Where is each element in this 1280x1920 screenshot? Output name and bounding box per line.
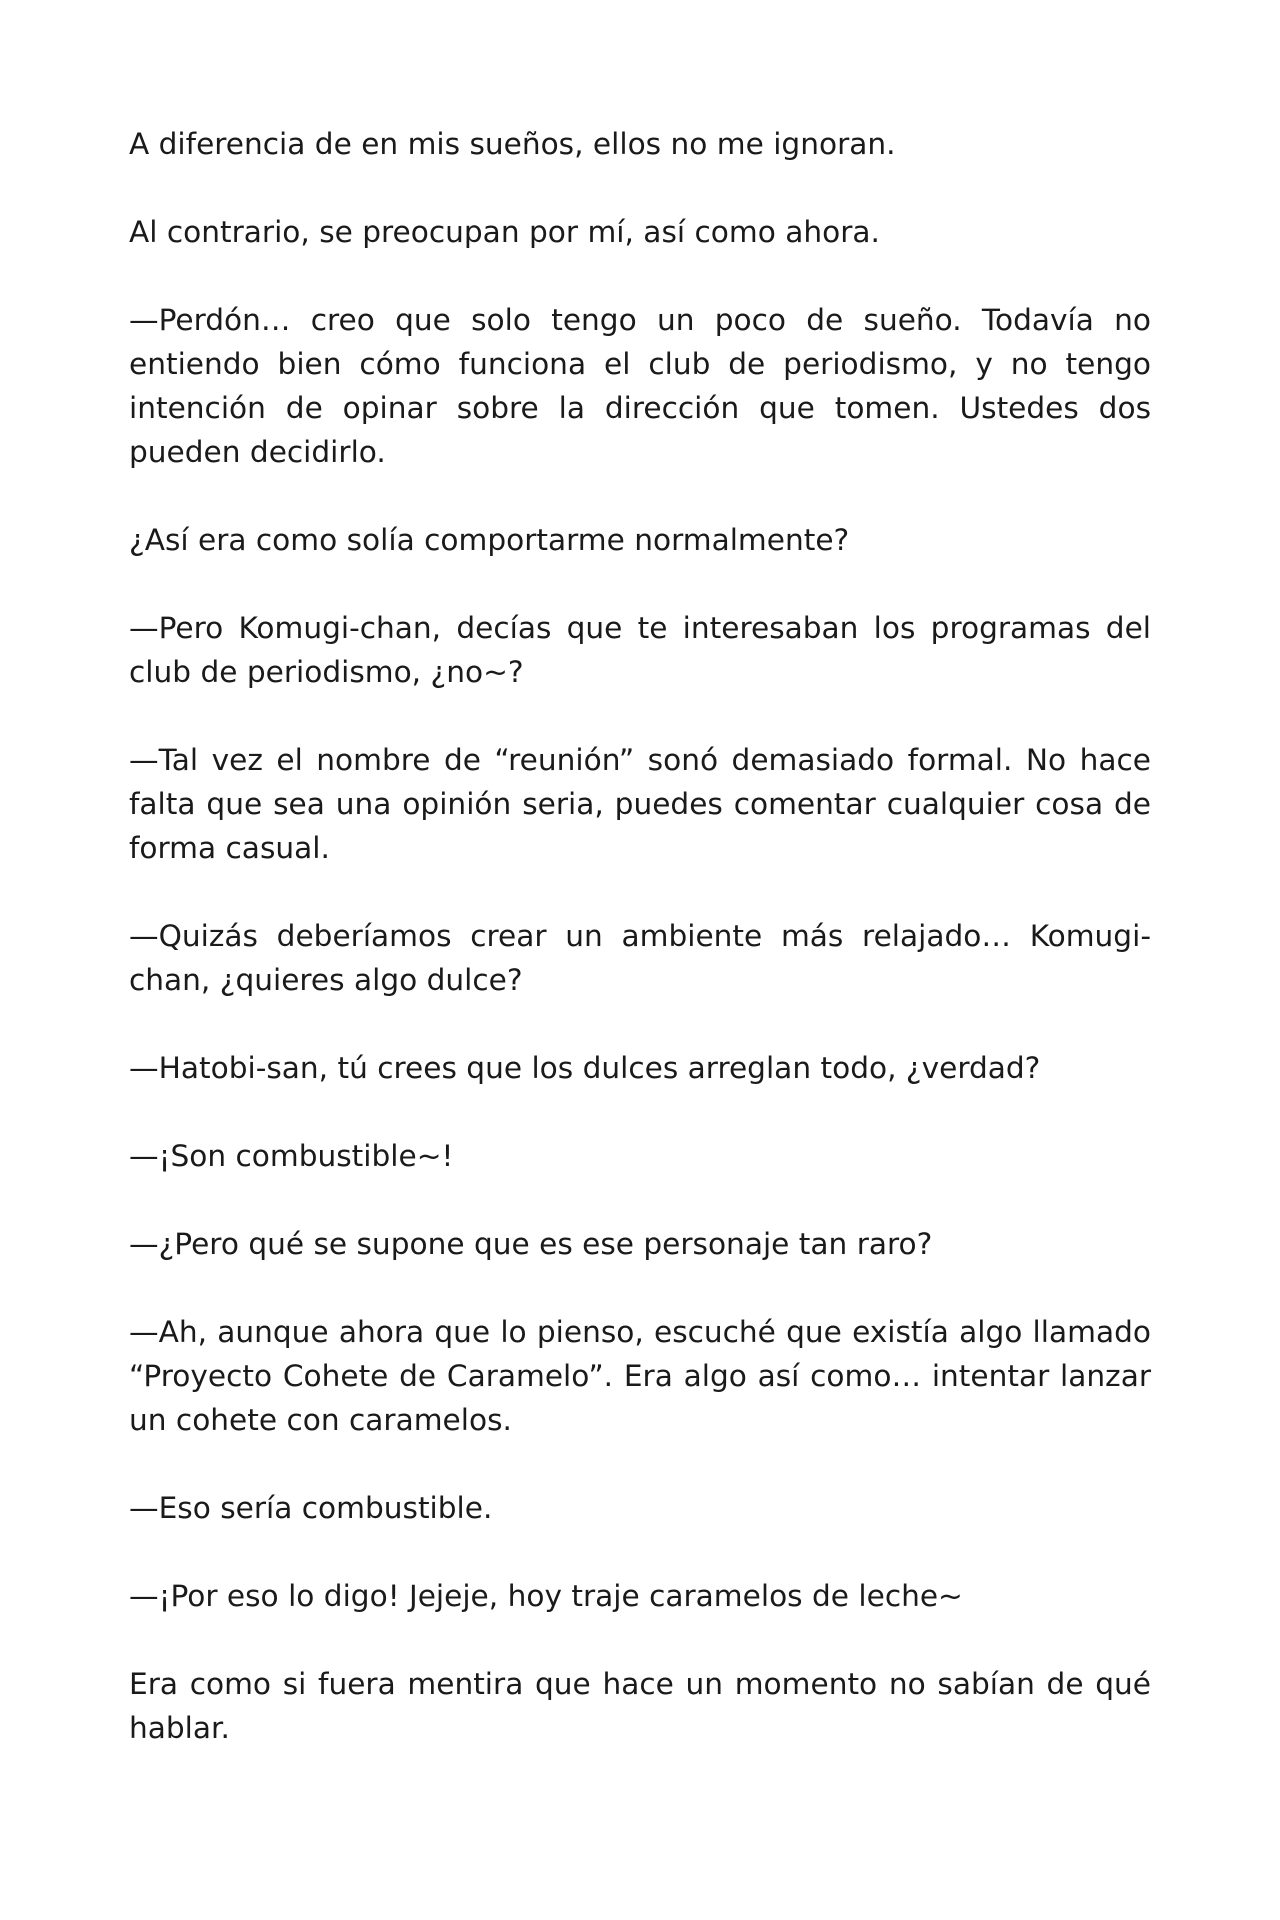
paragraph: —Tal vez el nombre de “reunión” sonó demasiado formal. No hace falta que sea una opinión seria, puedes comentar cualquier cosa de forma casual. xyxy=(129,743,1151,865)
paragraph: A diferencia de en mis sueños, ellos no me ignoran. xyxy=(129,127,896,161)
paragraph: —¿Pero qué se supone que es ese personaje tan raro? xyxy=(129,1227,933,1261)
paragraph: —Quizás deberíamos crear un ambiente más relajado… Komugi-chan, ¿quieres algo dulce? xyxy=(129,919,1151,997)
paragraph: Era como si fuera mentira que hace un momento no sabían de qué hablar. xyxy=(129,1667,1151,1745)
paragraph: Al contrario, se preocupan por mí, así como ahora. xyxy=(129,215,880,249)
paragraph: —Eso sería combustible. xyxy=(129,1491,493,1525)
paragraph: —Hatobi-san, tú crees que los dulces arreglan todo, ¿verdad? xyxy=(129,1051,1041,1085)
paragraph: —Perdón… creo que solo tengo un poco de sueño. Todavía no entiendo bien cómo funciona el club de periodismo, y no tengo intención de opinar sobre la dirección que tomen. Ustedes dos pueden decidirlo. xyxy=(129,303,1151,469)
paragraph: —¡Son combustible~! xyxy=(129,1139,454,1173)
document-body xyxy=(129,122,1151,1750)
paragraph: ¿Así era como solía comportarme normalmente? xyxy=(129,523,850,557)
paragraph: —Ah, aunque ahora que lo pienso, escuché que existía algo llamado “Proyecto Cohete de Caramelo”. Era algo así como… intentar lanzar un cohete con caramelos. xyxy=(129,1315,1151,1437)
paragraph: —¡Por eso lo digo! Jejeje, hoy traje caramelos de leche~ xyxy=(129,1579,963,1613)
paragraph: —Pero Komugi-chan, decías que te interesaban los programas del club de periodismo, ¿no~? xyxy=(129,611,1151,689)
